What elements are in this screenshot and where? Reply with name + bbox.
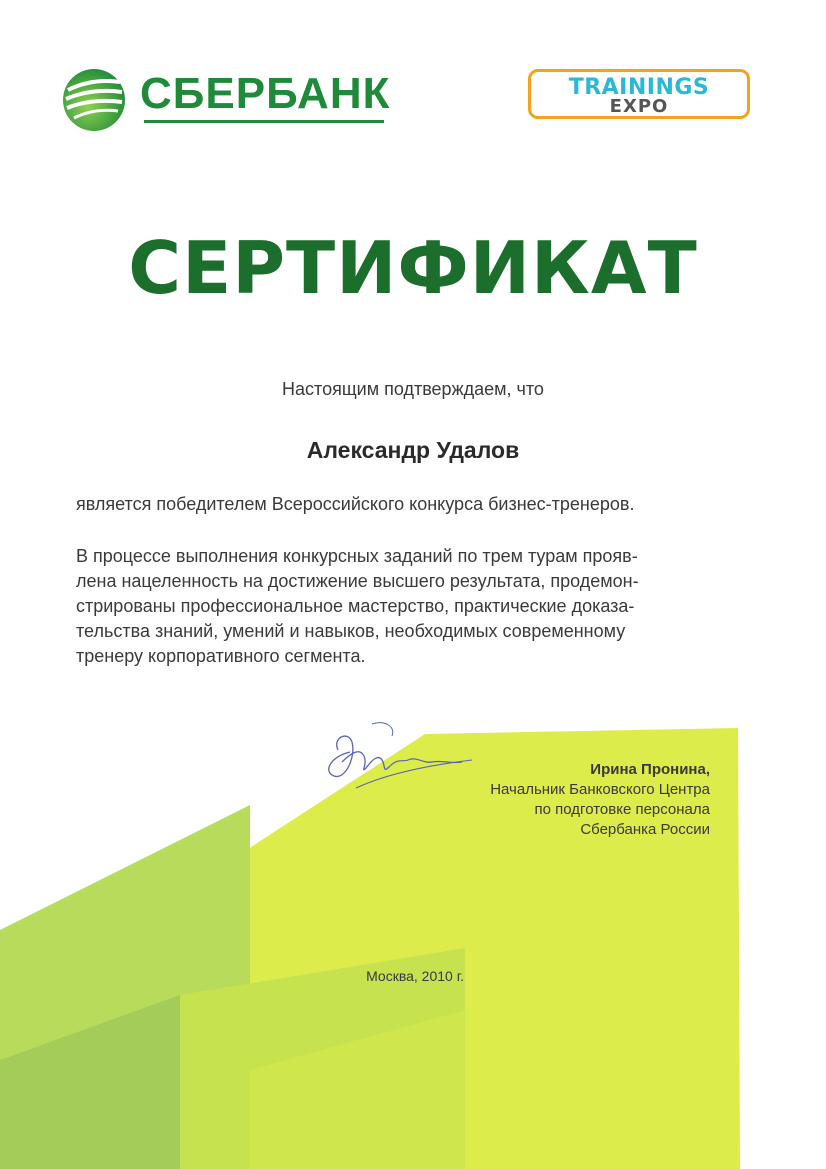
- sberbank-name: СБЕРБАНК: [140, 69, 391, 118]
- certificate-title: СЕРТИФИКАТ: [128, 226, 698, 310]
- signer-title-line: по подготовке персонала: [534, 801, 710, 818]
- description-line: тельства знаний, умений и навыков, необходимых современному: [76, 621, 626, 641]
- recipient-name: Александр Удалов: [306, 437, 520, 463]
- description-paragraph: [76, 544, 748, 669]
- description-line: лена нацеленность на достижение высшего результата, продемон-: [76, 571, 639, 591]
- signer-title-line: Сбербанка России: [580, 821, 710, 838]
- winner-text: является победителем Всероссийского конкурса бизнес-тренеров.: [76, 494, 635, 514]
- confirm-text: Настоящим подтверждаем, что: [282, 379, 544, 399]
- trainings-expo-logo: [528, 69, 750, 119]
- sberbank-logo: [62, 68, 392, 132]
- trainings-expo-line2: EXPO: [609, 96, 669, 117]
- signer-name: Ирина Пронина,: [590, 761, 710, 778]
- sberbank-emblem-icon: [62, 68, 126, 132]
- description-line: В процессе выполнения конкурсных заданий по трем турам прояв-: [76, 546, 638, 566]
- description-line: тренеру корпоративного сегмента.: [76, 646, 366, 666]
- place-date: Москва, 2010 г.: [366, 968, 464, 984]
- sberbank-underline: [144, 120, 384, 123]
- signer-title-line: Начальник Банковского Центра: [490, 781, 710, 798]
- description-line: стрированы профессиональное мастерство, практические доказа-: [76, 596, 635, 616]
- trainings-expo-line1: TRAININGS: [568, 75, 710, 100]
- signer-block: [420, 760, 710, 840]
